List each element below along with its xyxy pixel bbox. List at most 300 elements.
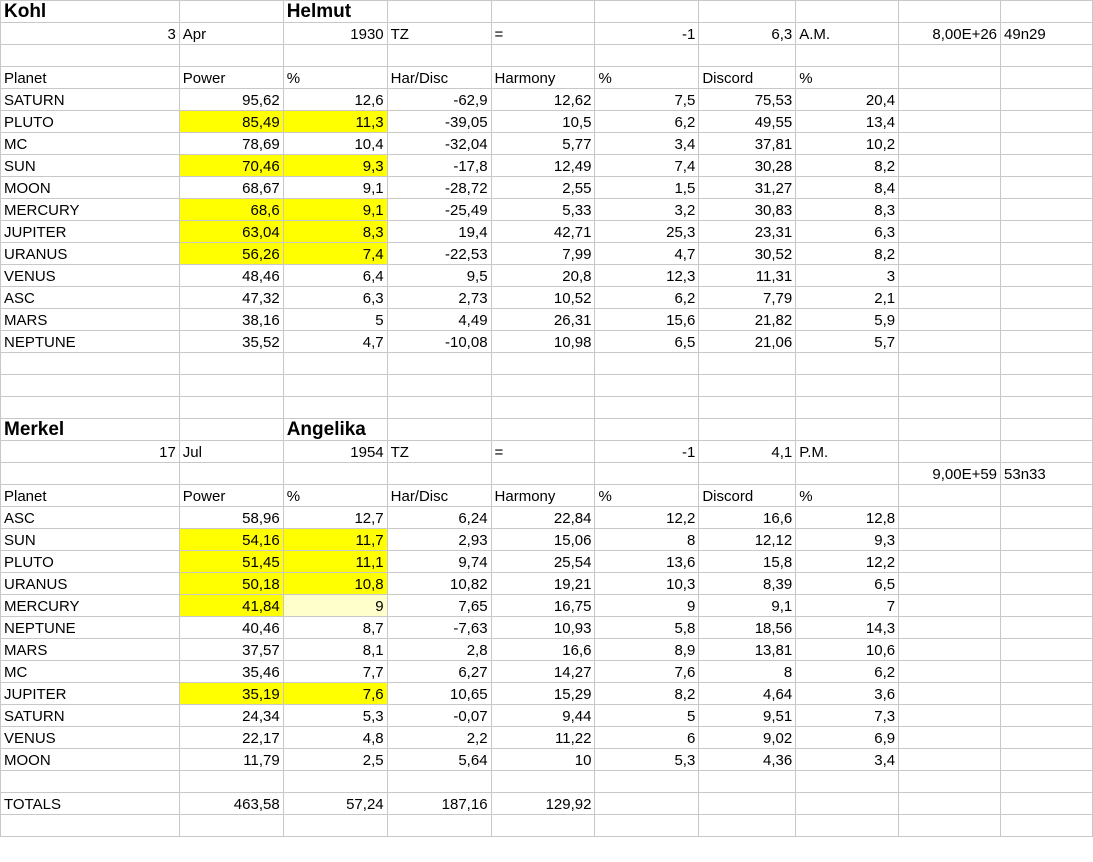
sheet-cell[interactable]	[699, 375, 796, 397]
sheet-cell[interactable]: 10,6	[796, 639, 899, 661]
sheet-cell[interactable]	[283, 771, 387, 793]
sheet-cell[interactable]: 57,24	[283, 793, 387, 815]
sheet-cell[interactable]	[179, 375, 283, 397]
sheet-cell[interactable]	[595, 45, 699, 67]
sheet-cell[interactable]	[491, 45, 595, 67]
sheet-cell[interactable]: -0,07	[387, 705, 491, 727]
sheet-cell[interactable]	[899, 111, 1001, 133]
sheet-cell[interactable]: 70,46	[179, 155, 283, 177]
sheet-cell[interactable]	[1001, 353, 1093, 375]
sheet-cell[interactable]: 4,8	[283, 727, 387, 749]
sheet-cell[interactable]: 48,46	[179, 265, 283, 287]
sheet-cell[interactable]	[899, 45, 1001, 67]
sheet-cell[interactable]	[899, 595, 1001, 617]
sheet-cell[interactable]	[283, 45, 387, 67]
sheet-cell[interactable]	[699, 793, 796, 815]
sheet-cell[interactable]: 10,65	[387, 683, 491, 705]
sheet-cell[interactable]: 1954	[283, 441, 387, 463]
sheet-cell[interactable]: 8,2	[796, 243, 899, 265]
sheet-cell[interactable]	[387, 419, 491, 441]
sheet-cell[interactable]: 10,5	[491, 111, 595, 133]
sheet-cell[interactable]	[1001, 45, 1093, 67]
sheet-cell[interactable]	[796, 353, 899, 375]
sheet-cell[interactable]	[699, 463, 796, 485]
sheet-cell[interactable]: 12,12	[699, 529, 796, 551]
sheet-cell[interactable]: Kohl	[1, 1, 180, 23]
sheet-cell[interactable]	[1001, 815, 1093, 837]
sheet-cell[interactable]: Merkel	[1, 419, 180, 441]
sheet-cell[interactable]: TZ	[387, 23, 491, 45]
sheet-cell[interactable]: 5	[283, 309, 387, 331]
sheet-cell[interactable]: 3	[1, 23, 180, 45]
sheet-cell[interactable]	[899, 89, 1001, 111]
sheet-cell[interactable]	[899, 177, 1001, 199]
sheet-cell[interactable]: 9,02	[699, 727, 796, 749]
sheet-cell[interactable]: 15,6	[595, 309, 699, 331]
sheet-cell[interactable]	[899, 67, 1001, 89]
sheet-cell[interactable]: 6,2	[595, 287, 699, 309]
sheet-cell[interactable]: 12,62	[491, 89, 595, 111]
sheet-cell[interactable]: 12,2	[796, 551, 899, 573]
sheet-cell[interactable]	[1001, 419, 1093, 441]
sheet-cell[interactable]	[796, 397, 899, 419]
sheet-cell[interactable]: 9,00E+59	[899, 463, 1001, 485]
sheet-cell[interactable]: 19,21	[491, 573, 595, 595]
sheet-cell[interactable]: Power	[179, 485, 283, 507]
sheet-cell[interactable]: 20,4	[796, 89, 899, 111]
sheet-cell[interactable]: PLUTO	[1, 551, 180, 573]
sheet-cell[interactable]: 42,71	[491, 221, 595, 243]
sheet-cell[interactable]	[387, 463, 491, 485]
sheet-cell[interactable]: 12,49	[491, 155, 595, 177]
sheet-cell[interactable]: 11,1	[283, 551, 387, 573]
sheet-cell[interactable]: 9,5	[387, 265, 491, 287]
sheet-cell[interactable]	[699, 397, 796, 419]
sheet-cell[interactable]	[1, 815, 180, 837]
sheet-cell[interactable]	[699, 353, 796, 375]
sheet-cell[interactable]: MERCURY	[1, 595, 180, 617]
sheet-cell[interactable]	[1001, 89, 1093, 111]
sheet-cell[interactable]: MOON	[1, 749, 180, 771]
sheet-cell[interactable]: 56,26	[179, 243, 283, 265]
sheet-cell[interactable]	[387, 375, 491, 397]
sheet-cell[interactable]: 8	[699, 661, 796, 683]
sheet-cell[interactable]	[179, 353, 283, 375]
sheet-cell[interactable]	[796, 793, 899, 815]
sheet-cell[interactable]	[1, 353, 180, 375]
sheet-cell[interactable]: 9	[283, 595, 387, 617]
sheet-cell[interactable]: 6,27	[387, 661, 491, 683]
sheet-cell[interactable]: 10,4	[283, 133, 387, 155]
sheet-cell[interactable]	[699, 45, 796, 67]
sheet-cell[interactable]: -1	[595, 23, 699, 45]
sheet-cell[interactable]: ASC	[1, 507, 180, 529]
sheet-cell[interactable]	[491, 353, 595, 375]
sheet-cell[interactable]: JUPITER	[1, 683, 180, 705]
sheet-cell[interactable]	[179, 419, 283, 441]
sheet-cell[interactable]	[899, 705, 1001, 727]
sheet-cell[interactable]	[491, 1, 595, 23]
sheet-cell[interactable]: 1,5	[595, 177, 699, 199]
sheet-cell[interactable]: Helmut	[283, 1, 387, 23]
sheet-cell[interactable]: -17,8	[387, 155, 491, 177]
sheet-cell[interactable]: 51,45	[179, 551, 283, 573]
sheet-cell[interactable]: 19,4	[387, 221, 491, 243]
sheet-cell[interactable]	[899, 375, 1001, 397]
sheet-cell[interactable]: VENUS	[1, 727, 180, 749]
sheet-cell[interactable]	[1, 375, 180, 397]
sheet-cell[interactable]: 49,55	[699, 111, 796, 133]
sheet-cell[interactable]: 16,75	[491, 595, 595, 617]
sheet-cell[interactable]	[595, 419, 699, 441]
sheet-cell[interactable]: Harmony	[491, 67, 595, 89]
sheet-cell[interactable]: 12,7	[283, 507, 387, 529]
sheet-cell[interactable]	[1001, 397, 1093, 419]
sheet-cell[interactable]	[1001, 485, 1093, 507]
sheet-cell[interactable]	[595, 353, 699, 375]
sheet-cell[interactable]	[595, 793, 699, 815]
sheet-cell[interactable]: 2,55	[491, 177, 595, 199]
sheet-cell[interactable]: 16,6	[491, 639, 595, 661]
sheet-cell[interactable]: JUPITER	[1, 221, 180, 243]
sheet-cell[interactable]: 4,1	[699, 441, 796, 463]
sheet-cell[interactable]: 63,04	[179, 221, 283, 243]
sheet-cell[interactable]: A.M.	[796, 23, 899, 45]
sheet-cell[interactable]: 8,00E+26	[899, 23, 1001, 45]
sheet-cell[interactable]	[1001, 199, 1093, 221]
sheet-cell[interactable]	[899, 331, 1001, 353]
sheet-cell[interactable]	[491, 419, 595, 441]
sheet-cell[interactable]: MOON	[1, 177, 180, 199]
sheet-cell[interactable]: 9,74	[387, 551, 491, 573]
sheet-cell[interactable]: 9,51	[699, 705, 796, 727]
sheet-cell[interactable]: 17	[1, 441, 180, 463]
sheet-cell[interactable]	[491, 397, 595, 419]
sheet-cell[interactable]: ASC	[1, 287, 180, 309]
sheet-cell[interactable]: 15,29	[491, 683, 595, 705]
sheet-cell[interactable]: 24,34	[179, 705, 283, 727]
sheet-cell[interactable]: 3,4	[595, 133, 699, 155]
sheet-cell[interactable]: 6,4	[283, 265, 387, 287]
sheet-cell[interactable]	[283, 397, 387, 419]
sheet-cell[interactable]: NEPTUNE	[1, 331, 180, 353]
sheet-cell[interactable]: Angelika	[283, 419, 387, 441]
sheet-cell[interactable]	[179, 397, 283, 419]
sheet-cell[interactable]: 13,4	[796, 111, 899, 133]
sheet-cell[interactable]: 12,6	[283, 89, 387, 111]
sheet-cell[interactable]	[899, 727, 1001, 749]
sheet-cell[interactable]: 35,19	[179, 683, 283, 705]
sheet-cell[interactable]: 35,52	[179, 331, 283, 353]
sheet-cell[interactable]	[387, 397, 491, 419]
sheet-cell[interactable]: 5,64	[387, 749, 491, 771]
sheet-cell[interactable]: 53n33	[1001, 463, 1093, 485]
sheet-cell[interactable]	[1001, 529, 1093, 551]
sheet-cell[interactable]	[179, 815, 283, 837]
sheet-cell[interactable]: 10,98	[491, 331, 595, 353]
sheet-cell[interactable]	[899, 749, 1001, 771]
sheet-cell[interactable]	[595, 375, 699, 397]
sheet-cell[interactable]: 463,58	[179, 793, 283, 815]
sheet-cell[interactable]: 21,82	[699, 309, 796, 331]
sheet-cell[interactable]	[283, 353, 387, 375]
sheet-cell[interactable]: 6,3	[796, 221, 899, 243]
sheet-cell[interactable]	[899, 485, 1001, 507]
sheet-cell[interactable]	[1001, 111, 1093, 133]
sheet-cell[interactable]: SATURN	[1, 89, 180, 111]
sheet-cell[interactable]: -1	[595, 441, 699, 463]
sheet-cell[interactable]: 7,65	[387, 595, 491, 617]
sheet-cell[interactable]: 30,83	[699, 199, 796, 221]
sheet-cell[interactable]	[1001, 705, 1093, 727]
sheet-cell[interactable]	[899, 199, 1001, 221]
sheet-cell[interactable]	[595, 771, 699, 793]
sheet-cell[interactable]: 187,16	[387, 793, 491, 815]
sheet-cell[interactable]: 5,33	[491, 199, 595, 221]
sheet-cell[interactable]	[899, 573, 1001, 595]
sheet-cell[interactable]: 4,36	[699, 749, 796, 771]
sheet-cell[interactable]: P.M.	[796, 441, 899, 463]
sheet-cell[interactable]	[699, 1, 796, 23]
sheet-cell[interactable]: MC	[1, 133, 180, 155]
sheet-cell[interactable]: 12,8	[796, 507, 899, 529]
sheet-cell[interactable]	[1001, 265, 1093, 287]
sheet-cell[interactable]	[1001, 287, 1093, 309]
sheet-cell[interactable]: 8	[595, 529, 699, 551]
sheet-cell[interactable]	[796, 45, 899, 67]
sheet-cell[interactable]: 14,3	[796, 617, 899, 639]
sheet-cell[interactable]	[283, 463, 387, 485]
sheet-cell[interactable]: 25,54	[491, 551, 595, 573]
sheet-cell[interactable]: 9,1	[283, 177, 387, 199]
sheet-cell[interactable]	[899, 353, 1001, 375]
sheet-cell[interactable]: 8,9	[595, 639, 699, 661]
sheet-cell[interactable]: -25,49	[387, 199, 491, 221]
sheet-cell[interactable]: 10,8	[283, 573, 387, 595]
sheet-cell[interactable]: 2,8	[387, 639, 491, 661]
sheet-cell[interactable]	[899, 265, 1001, 287]
sheet-cell[interactable]: 4,49	[387, 309, 491, 331]
sheet-cell[interactable]: 2,73	[387, 287, 491, 309]
sheet-cell[interactable]	[1001, 639, 1093, 661]
sheet-cell[interactable]	[491, 815, 595, 837]
sheet-cell[interactable]: Apr	[179, 23, 283, 45]
sheet-cell[interactable]	[699, 419, 796, 441]
sheet-cell[interactable]: Jul	[179, 441, 283, 463]
sheet-cell[interactable]	[796, 771, 899, 793]
sheet-cell[interactable]	[1001, 573, 1093, 595]
sheet-cell[interactable]: 22,84	[491, 507, 595, 529]
sheet-cell[interactable]	[1001, 67, 1093, 89]
sheet-cell[interactable]	[899, 683, 1001, 705]
sheet-cell[interactable]: Power	[179, 67, 283, 89]
sheet-cell[interactable]	[899, 617, 1001, 639]
sheet-cell[interactable]: 12,2	[595, 507, 699, 529]
sheet-cell[interactable]: 14,27	[491, 661, 595, 683]
sheet-cell[interactable]: 8,3	[796, 199, 899, 221]
sheet-cell[interactable]	[899, 309, 1001, 331]
sheet-cell[interactable]	[387, 815, 491, 837]
sheet-cell[interactable]	[796, 375, 899, 397]
sheet-cell[interactable]	[1001, 683, 1093, 705]
sheet-cell[interactable]	[1001, 749, 1093, 771]
sheet-cell[interactable]: 30,28	[699, 155, 796, 177]
sheet-cell[interactable]	[796, 1, 899, 23]
sheet-cell[interactable]: URANUS	[1, 243, 180, 265]
sheet-cell[interactable]: 1930	[283, 23, 387, 45]
sheet-cell[interactable]: Planet	[1, 67, 180, 89]
sheet-cell[interactable]: 7,79	[699, 287, 796, 309]
sheet-cell[interactable]: 85,49	[179, 111, 283, 133]
sheet-cell[interactable]	[796, 815, 899, 837]
sheet-cell[interactable]: 54,16	[179, 529, 283, 551]
sheet-cell[interactable]: 7,3	[796, 705, 899, 727]
sheet-cell[interactable]	[899, 793, 1001, 815]
sheet-cell[interactable]	[595, 463, 699, 485]
sheet-cell[interactable]	[899, 419, 1001, 441]
sheet-cell[interactable]: 10,93	[491, 617, 595, 639]
sheet-cell[interactable]	[283, 815, 387, 837]
sheet-cell[interactable]: 5,9	[796, 309, 899, 331]
sheet-cell[interactable]: 2,93	[387, 529, 491, 551]
sheet-cell[interactable]: 18,56	[699, 617, 796, 639]
sheet-cell[interactable]	[796, 419, 899, 441]
sheet-cell[interactable]	[491, 771, 595, 793]
sheet-cell[interactable]: 10,52	[491, 287, 595, 309]
sheet-cell[interactable]: 10,82	[387, 573, 491, 595]
sheet-cell[interactable]: 129,92	[491, 793, 595, 815]
sheet-cell[interactable]	[1001, 771, 1093, 793]
sheet-cell[interactable]: =	[491, 23, 595, 45]
sheet-cell[interactable]: Harmony	[491, 485, 595, 507]
sheet-cell[interactable]: 5,7	[796, 331, 899, 353]
sheet-cell[interactable]: 50,18	[179, 573, 283, 595]
sheet-cell[interactable]	[899, 287, 1001, 309]
sheet-cell[interactable]	[491, 463, 595, 485]
sheet-cell[interactable]	[899, 1, 1001, 23]
sheet-cell[interactable]: 6,2	[796, 661, 899, 683]
sheet-cell[interactable]	[1001, 221, 1093, 243]
sheet-cell[interactable]: 11,31	[699, 265, 796, 287]
sheet-cell[interactable]: MARS	[1, 309, 180, 331]
sheet-cell[interactable]: 5,3	[595, 749, 699, 771]
sheet-cell[interactable]: 30,52	[699, 243, 796, 265]
sheet-cell[interactable]	[899, 771, 1001, 793]
sheet-cell[interactable]: 7,7	[283, 661, 387, 683]
sheet-cell[interactable]	[1001, 441, 1093, 463]
sheet-cell[interactable]: 5,8	[595, 617, 699, 639]
sheet-cell[interactable]: 6,2	[595, 111, 699, 133]
sheet-cell[interactable]: -39,05	[387, 111, 491, 133]
sheet-cell[interactable]: %	[283, 485, 387, 507]
sheet-cell[interactable]	[595, 397, 699, 419]
sheet-cell[interactable]: Har/Disc	[387, 67, 491, 89]
sheet-cell[interactable]: 26,31	[491, 309, 595, 331]
sheet-cell[interactable]	[899, 529, 1001, 551]
sheet-cell[interactable]: Discord	[699, 485, 796, 507]
sheet-cell[interactable]	[179, 1, 283, 23]
sheet-cell[interactable]: 5	[595, 705, 699, 727]
sheet-cell[interactable]: %	[595, 67, 699, 89]
sheet-cell[interactable]: 6,3	[283, 287, 387, 309]
sheet-cell[interactable]: 6,9	[796, 727, 899, 749]
sheet-cell[interactable]	[1001, 617, 1093, 639]
sheet-cell[interactable]	[1001, 595, 1093, 617]
sheet-cell[interactable]	[899, 441, 1001, 463]
sheet-cell[interactable]: 40,46	[179, 617, 283, 639]
sheet-cell[interactable]: 6,5	[796, 573, 899, 595]
sheet-cell[interactable]: 38,16	[179, 309, 283, 331]
sheet-cell[interactable]	[387, 45, 491, 67]
sheet-cell[interactable]: 47,32	[179, 287, 283, 309]
sheet-cell[interactable]: 3,2	[595, 199, 699, 221]
sheet-cell[interactable]: 11,7	[283, 529, 387, 551]
sheet-cell[interactable]: 8,39	[699, 573, 796, 595]
sheet-cell[interactable]: 9	[595, 595, 699, 617]
sheet-cell[interactable]: -32,04	[387, 133, 491, 155]
sheet-cell[interactable]: MARS	[1, 639, 180, 661]
sheet-cell[interactable]: 6,3	[699, 23, 796, 45]
sheet-cell[interactable]: 21,06	[699, 331, 796, 353]
sheet-cell[interactable]: 31,27	[699, 177, 796, 199]
sheet-cell[interactable]: =	[491, 441, 595, 463]
sheet-cell[interactable]	[1001, 661, 1093, 683]
sheet-cell[interactable]: -7,63	[387, 617, 491, 639]
sheet-cell[interactable]: 2,1	[796, 287, 899, 309]
sheet-cell[interactable]: TZ	[387, 441, 491, 463]
sheet-cell[interactable]: MC	[1, 661, 180, 683]
sheet-cell[interactable]: 68,6	[179, 199, 283, 221]
sheet-cell[interactable]: 8,3	[283, 221, 387, 243]
sheet-cell[interactable]	[1, 463, 180, 485]
sheet-cell[interactable]	[1001, 793, 1093, 815]
sheet-cell[interactable]	[179, 771, 283, 793]
sheet-cell[interactable]	[1001, 155, 1093, 177]
sheet-cell[interactable]: 16,6	[699, 507, 796, 529]
sheet-cell[interactable]	[283, 375, 387, 397]
sheet-cell[interactable]: 3,6	[796, 683, 899, 705]
sheet-cell[interactable]: %	[283, 67, 387, 89]
sheet-cell[interactable]: 8,4	[796, 177, 899, 199]
sheet-cell[interactable]: 8,2	[796, 155, 899, 177]
sheet-cell[interactable]	[387, 353, 491, 375]
sheet-cell[interactable]: SUN	[1, 155, 180, 177]
sheet-cell[interactable]	[899, 639, 1001, 661]
sheet-cell[interactable]: 22,17	[179, 727, 283, 749]
sheet-cell[interactable]: SATURN	[1, 705, 180, 727]
sheet-cell[interactable]: 35,46	[179, 661, 283, 683]
sheet-cell[interactable]	[1001, 243, 1093, 265]
sheet-cell[interactable]: %	[796, 485, 899, 507]
sheet-cell[interactable]: 75,53	[699, 89, 796, 111]
sheet-cell[interactable]: 15,8	[699, 551, 796, 573]
sheet-cell[interactable]: 5,3	[283, 705, 387, 727]
sheet-cell[interactable]	[899, 551, 1001, 573]
sheet-cell[interactable]	[1001, 309, 1093, 331]
sheet-cell[interactable]	[796, 463, 899, 485]
sheet-cell[interactable]	[699, 771, 796, 793]
sheet-cell[interactable]	[899, 661, 1001, 683]
sheet-cell[interactable]	[1001, 507, 1093, 529]
sheet-cell[interactable]: 4,64	[699, 683, 796, 705]
sheet-cell[interactable]	[899, 397, 1001, 419]
sheet-cell[interactable]: 9,1	[699, 595, 796, 617]
sheet-cell[interactable]: 7	[796, 595, 899, 617]
sheet-cell[interactable]: -28,72	[387, 177, 491, 199]
sheet-cell[interactable]: 25,3	[595, 221, 699, 243]
sheet-cell[interactable]	[491, 375, 595, 397]
sheet-cell[interactable]: 11,3	[283, 111, 387, 133]
